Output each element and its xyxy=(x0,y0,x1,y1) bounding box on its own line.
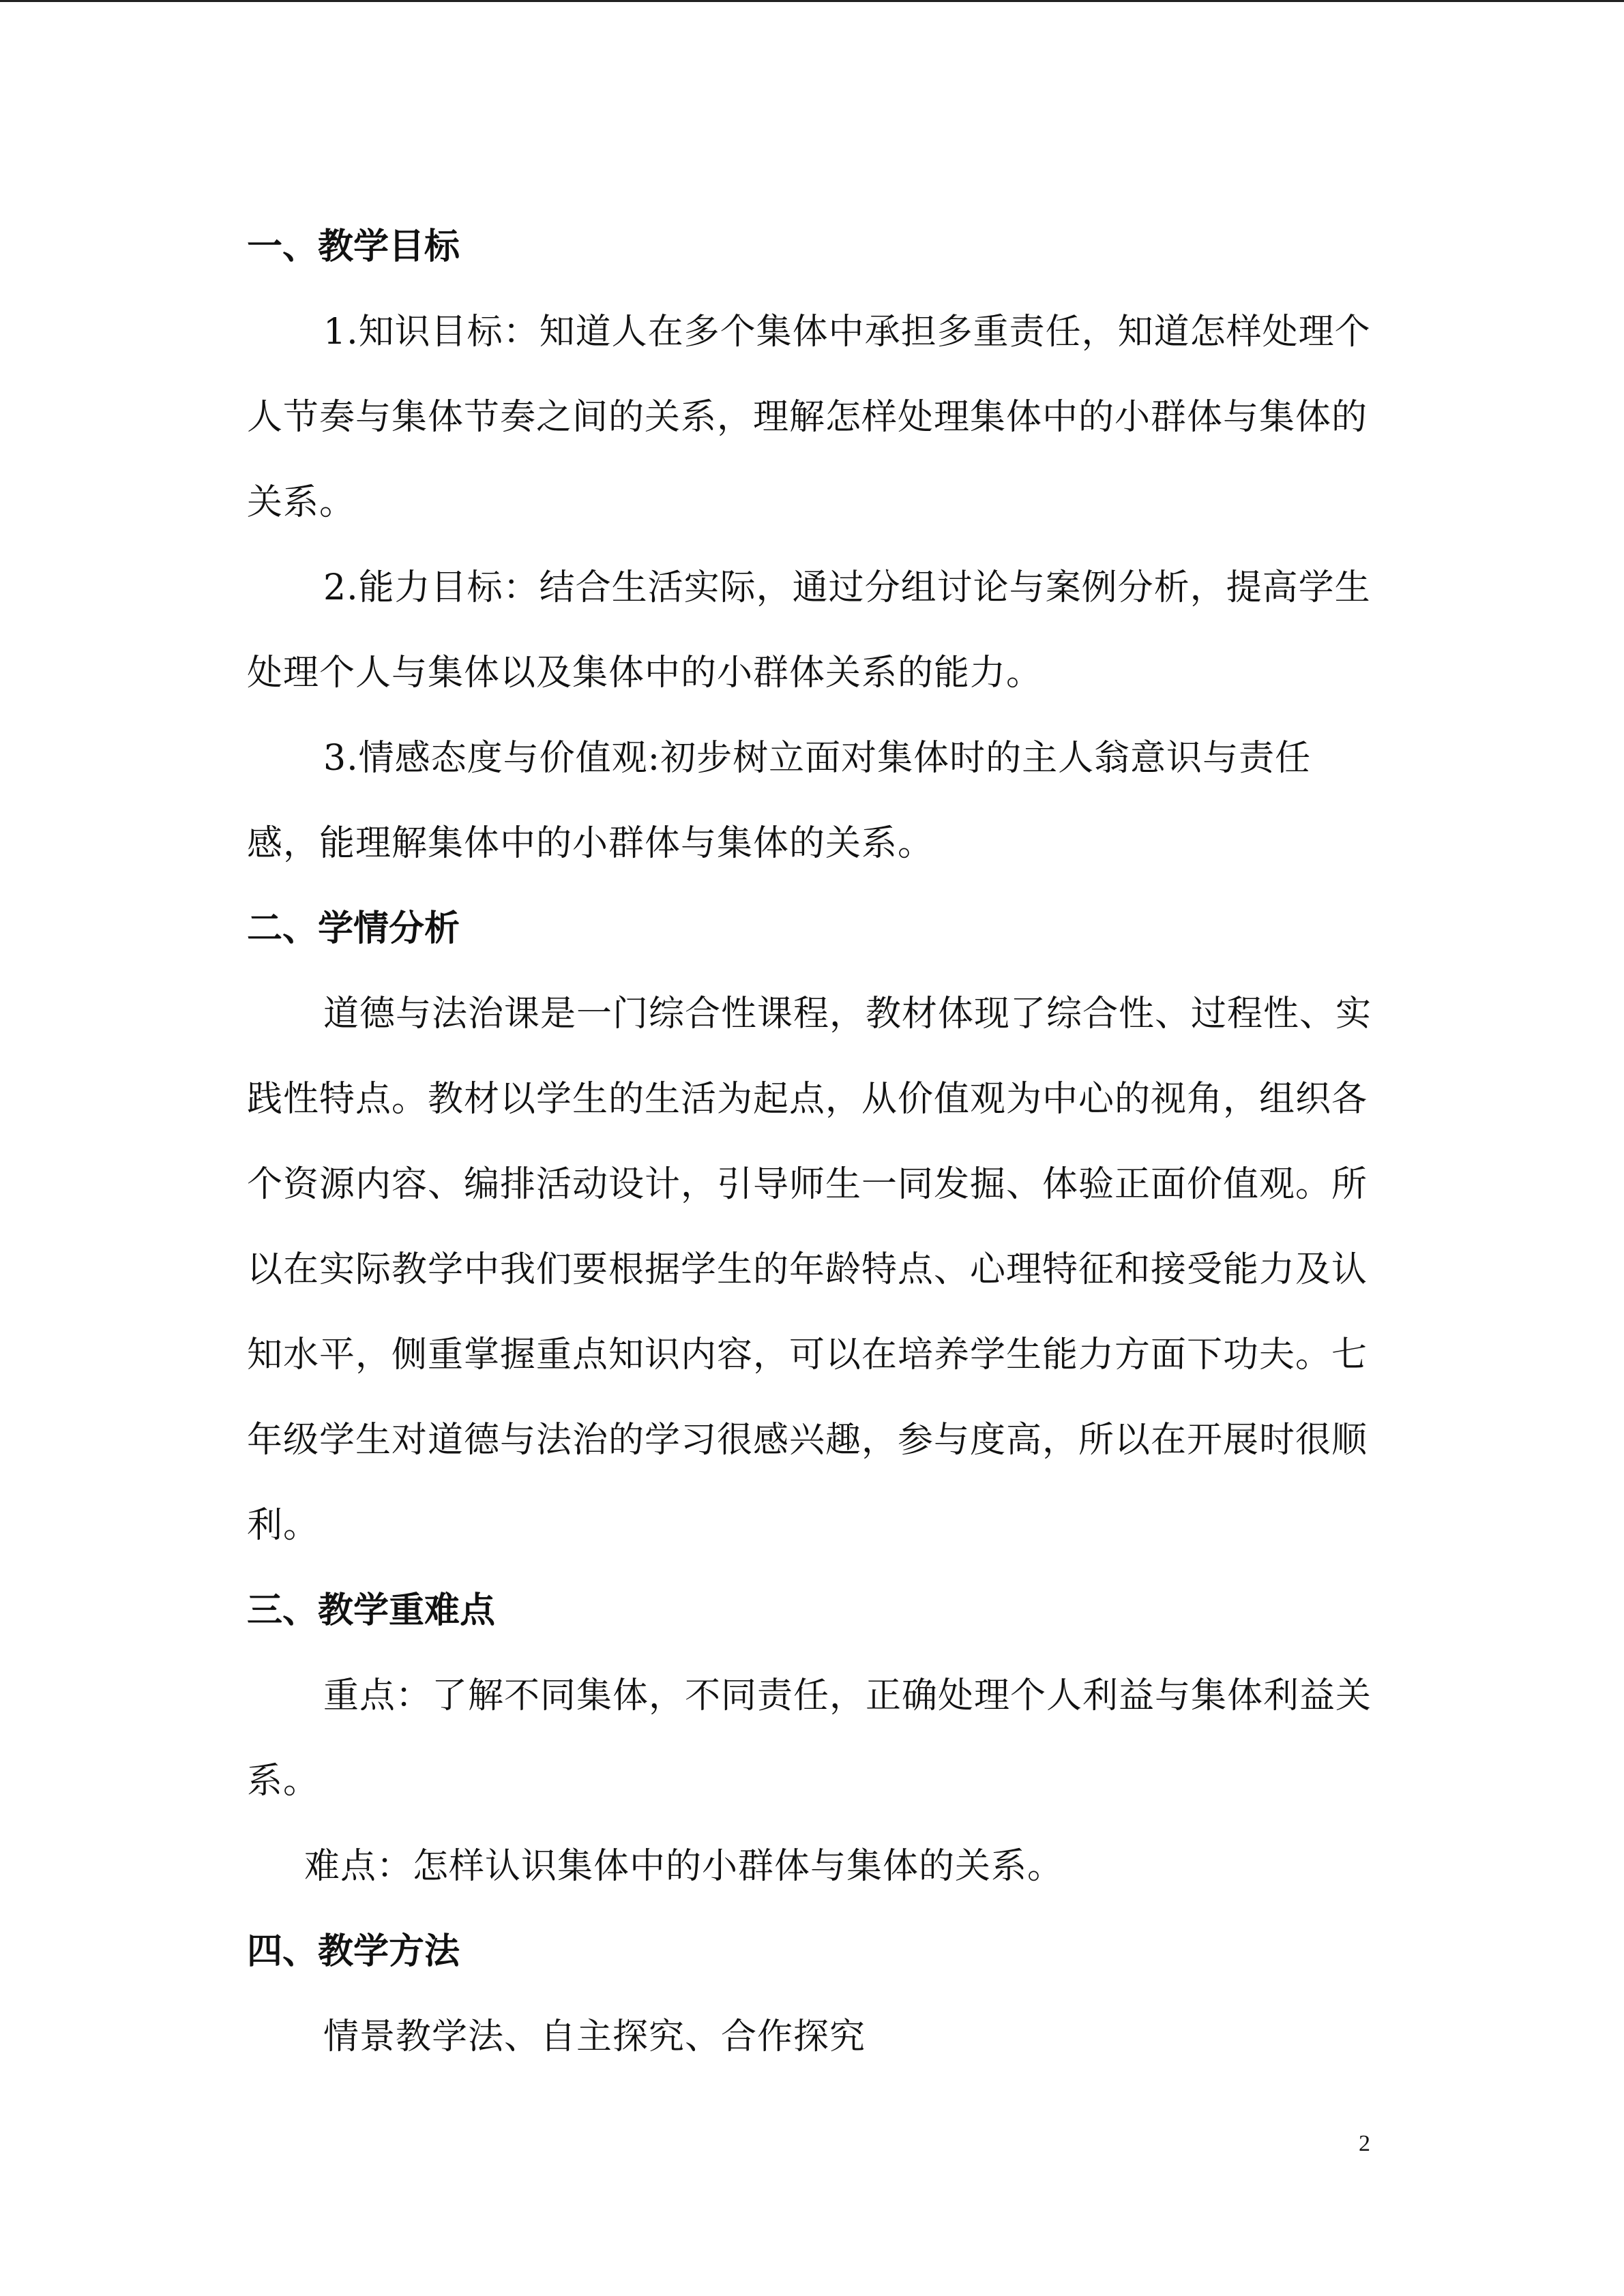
paragraph-attitude-values-goal: 3.情感态度与价值观:初步树立面对集体时的主人翁意识与责任感，能理解集体中的小群体与集体的关系。 xyxy=(247,738,1312,864)
paragraph-ability-goal: 2.能力目标：结合生活实际，通过分组讨论与案例分析，提高学生处理个人与集体以及集体中的小群体关系的能力。 xyxy=(247,567,1371,694)
paragraph-learner-analysis: 道德与法治课是一门综合性课程，教材体现了综合性、过程性、实践性特点。教材以学生的生活为起点，从价值观为中心的视角，组织各个资源内容、编排活动设计，引导师生一同发掘、体验正面价值观。所以在实际教学中我们要根据学生的年龄特点、心理特征和接受能力及认知水平，侧重掌握重点知识内容，可以在培养学生能力方面下功夫。七年级学生对道德与法治的学习很感兴趣，参与度高，所以在开展时很顺利。 xyxy=(247,994,1372,1546)
paragraph-teaching-methods: 情景教学法、自主探究、合作探究 xyxy=(323,2016,866,2057)
top-border-line xyxy=(0,0,1624,2)
paragraph-key-point: 重点：了解不同集体，不同责任，正确处理个人利益与集体利益关系。 xyxy=(247,1675,1372,1802)
section-heading-key-difficult-points: 三、教学重难点 xyxy=(247,1590,496,1631)
section-heading-teaching-goals: 一、教学目标 xyxy=(247,226,460,267)
paragraph-difficult-point: 难点：怎样认识集体中的小群体与集体的关系。 xyxy=(304,1846,1064,1887)
section-heading-learner-analysis: 二、学情分析 xyxy=(247,908,460,949)
paragraph-knowledge-goal: 1.知识目标：知道人在多个集体中承担多重责任，知道怎样处理个人节奏与集体节奏之间的关系，理解怎样处理集体中的小群体与集体的关系。 xyxy=(247,312,1371,523)
section-heading-teaching-methods: 四、教学方法 xyxy=(247,1931,460,1972)
document-body xyxy=(247,205,1379,2080)
page-number: 2 xyxy=(1359,2131,1370,2156)
